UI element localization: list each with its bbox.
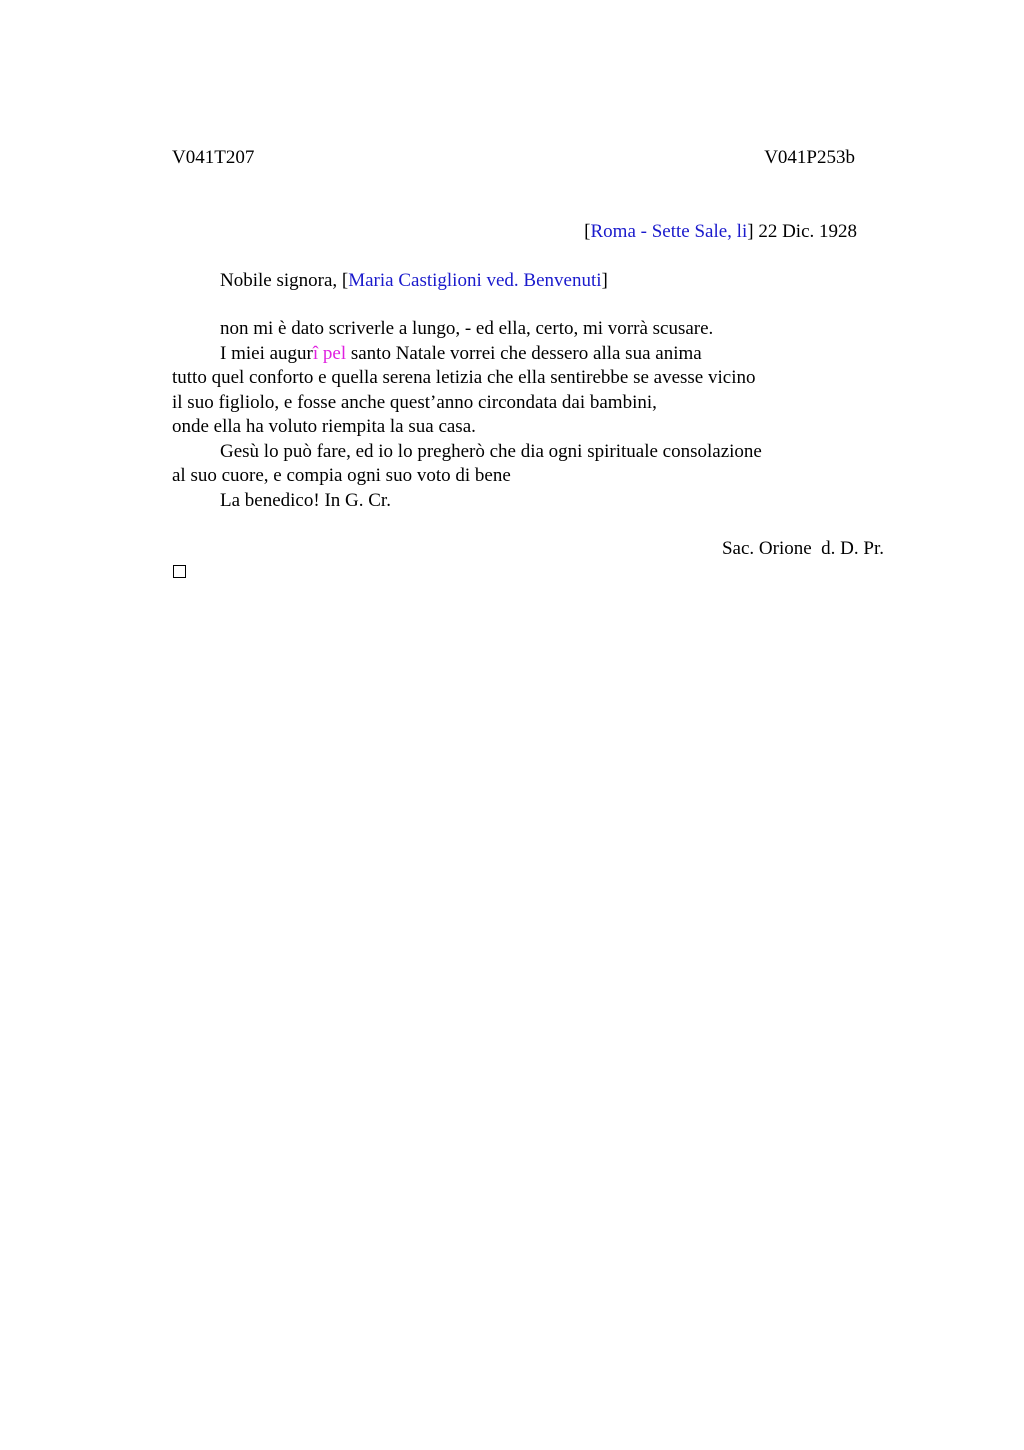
salutation bbox=[220, 269, 608, 293]
checkbox-square-icon bbox=[173, 565, 186, 578]
body-line-4: il suo figliolo, e fosse anche quest’anno circondata dai bambini, bbox=[172, 392, 657, 413]
dateline bbox=[584, 220, 857, 244]
body-line-6: Gesù lo può fare, ed io lo pregherò che dia ogni spirituale consolazione bbox=[220, 441, 762, 462]
body-line-2-highlight: î pel bbox=[312, 343, 347, 364]
dateline-bracket-open: [ bbox=[584, 221, 591, 242]
body-line-2-start: I miei augur bbox=[220, 343, 313, 364]
salutation-suffix: ] bbox=[601, 270, 608, 291]
signature: Sac. Orione d. D. Pr. bbox=[721, 538, 884, 559]
body-line-5: onde ella ha voluto riempita la sua casa. bbox=[172, 416, 476, 437]
dateline-date: 22 Dic. 1928 bbox=[753, 221, 857, 242]
body-line-2-end: santo Natale vorrei che dessero alla sua anima bbox=[346, 343, 702, 364]
body-line-3: tutto quel conforto e quella serena letizia che ella sentirebbe se avesse vicino bbox=[172, 367, 756, 388]
body-line-1: non mi è dato scriverle a lungo, - ed ella, certo, mi vorrà scusare. bbox=[220, 318, 714, 339]
body-line-7: al suo cuore, e compia ogni suo voto di bene bbox=[172, 465, 511, 486]
dateline-bracket-close: ] bbox=[747, 221, 754, 242]
right-document-code: V041P253b bbox=[764, 147, 855, 168]
salutation-prefix: Nobile signora, [ bbox=[220, 270, 349, 291]
body-line-2 bbox=[220, 342, 702, 366]
body-line-8: La benedico! In G. Cr. bbox=[220, 490, 391, 511]
left-document-code: V041T207 bbox=[172, 147, 255, 168]
recipient-name: Maria Castiglioni ved. Benvenuti bbox=[348, 270, 602, 291]
dateline-place: Roma - Sette Sale, li bbox=[590, 221, 748, 242]
